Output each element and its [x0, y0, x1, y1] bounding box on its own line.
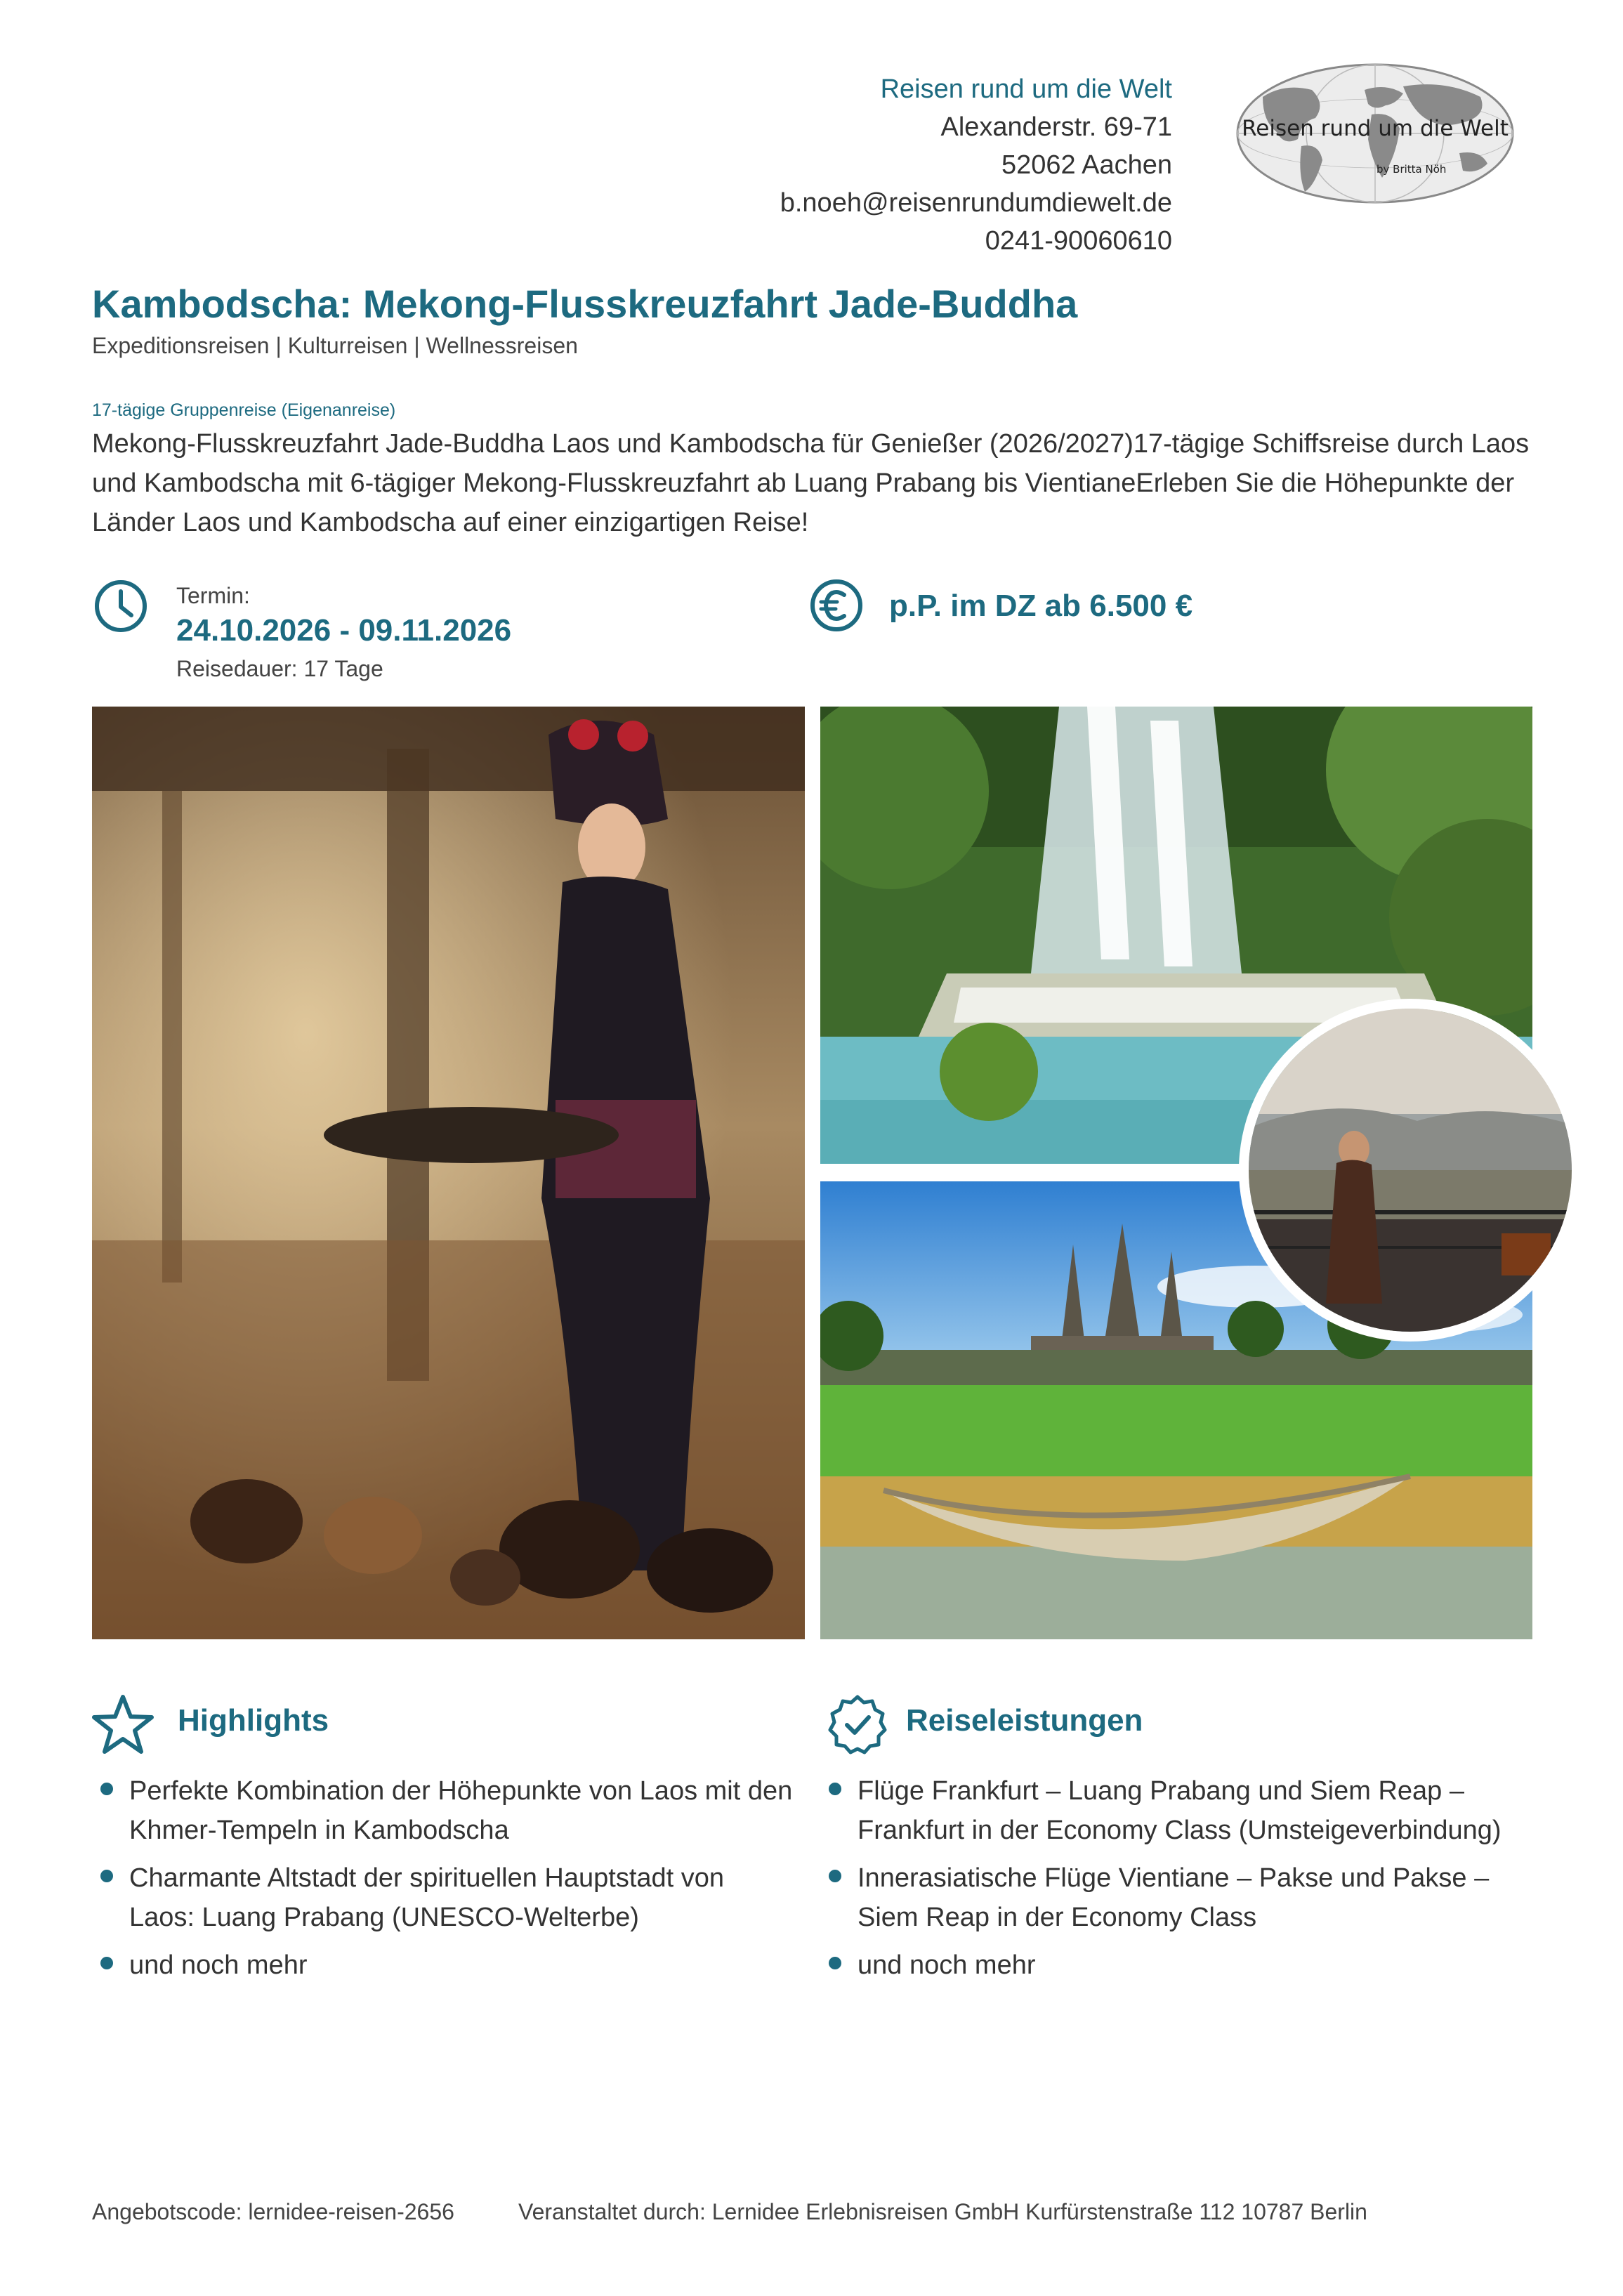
services-list [820, 1771, 1544, 1993]
list-item: und noch mehr [820, 1946, 1544, 1985]
agency-contact [540, 70, 1172, 260]
trip-description: Mekong-Flusskreuzfahrt Jade-Buddha Laos und Kambodscha für Genießer (2026/2027)17-tägige Schiffsreise durch Laos und Kambodscha mit 6-tägiger Mekong-Flusskreuzfahrt ab Luang Prabang bis VientianeErleben Sie die Höhepunkte der Länder Laos und Kambodscha auf einer einzigartigen Reise! [92, 429, 1530, 537]
services-title: Reiseleistungen [906, 1703, 1143, 1738]
photo-woman-viewpoint [1249, 1009, 1572, 1332]
logo-subtext: by Britta Nöh [1376, 163, 1447, 176]
list-item: Innerasiatische Flüge Vientiane – Pakse und Pakse – Siem Reap in der Economy Class [820, 1858, 1544, 1937]
list-item: Perfekte Kombination der Höhepunkte von Laos mit den Khmer-Tempeln in Kambodscha [92, 1771, 794, 1850]
offer-code: Angebotscode: lernidee-reisen-2656 [92, 2199, 454, 2224]
check-badge-icon [826, 1693, 889, 1756]
agency-name: Reisen rund um die Welt [880, 74, 1172, 104]
trip-categories: Expeditionsreisen | Kulturreisen | Wellnessreisen [92, 333, 578, 358]
highlights-list [92, 1771, 794, 1993]
trip-duration: Reisedauer: 17 Tage [176, 656, 383, 681]
star-icon [91, 1693, 155, 1756]
list-item: Flüge Frankfurt – Luang Prabang und Siem Reap – Frankfurt in der Economy Class (Umsteigeverbindung) [820, 1771, 1544, 1850]
trip-title: Kambodscha: Mekong-Flusskreuzfahrt Jade-Buddha [92, 282, 1078, 326]
agency-phone[interactable]: 0241-90060610 [985, 226, 1172, 256]
logo-text: Reisen rund um die Welt [1242, 116, 1509, 141]
organizer-info: Veranstaltet durch: Lernidee Erlebnisreisen GmbH Kurfürstenstraße 112 10787 Berlin [518, 2199, 1367, 2224]
agency-street: Alexanderstr. 69-71 [940, 112, 1172, 142]
list-item: und noch mehr [92, 1946, 794, 1985]
agency-city: 52062 Aachen [1001, 150, 1172, 180]
highlights-title: Highlights [178, 1703, 329, 1738]
trip-type: 17-tägige Gruppenreise (Eigenanreise) [92, 400, 396, 420]
agency-email[interactable]: b.noeh@reisenrundumdiewelt.de [780, 188, 1172, 218]
photo-woman-chickens [92, 707, 805, 1639]
clock-icon [93, 579, 148, 634]
euro-icon [809, 578, 864, 633]
price-text: p.P. im DZ ab 6.500 € [889, 589, 1193, 623]
list-item: Charmante Altstadt der spirituellen Hauptstadt von Laos: Luang Prabang (UNESCO-Welterbe) [92, 1858, 794, 1937]
termin-dates: 24.10.2026 - 09.11.2026 [176, 613, 512, 648]
termin-label: Termin: [176, 583, 250, 608]
